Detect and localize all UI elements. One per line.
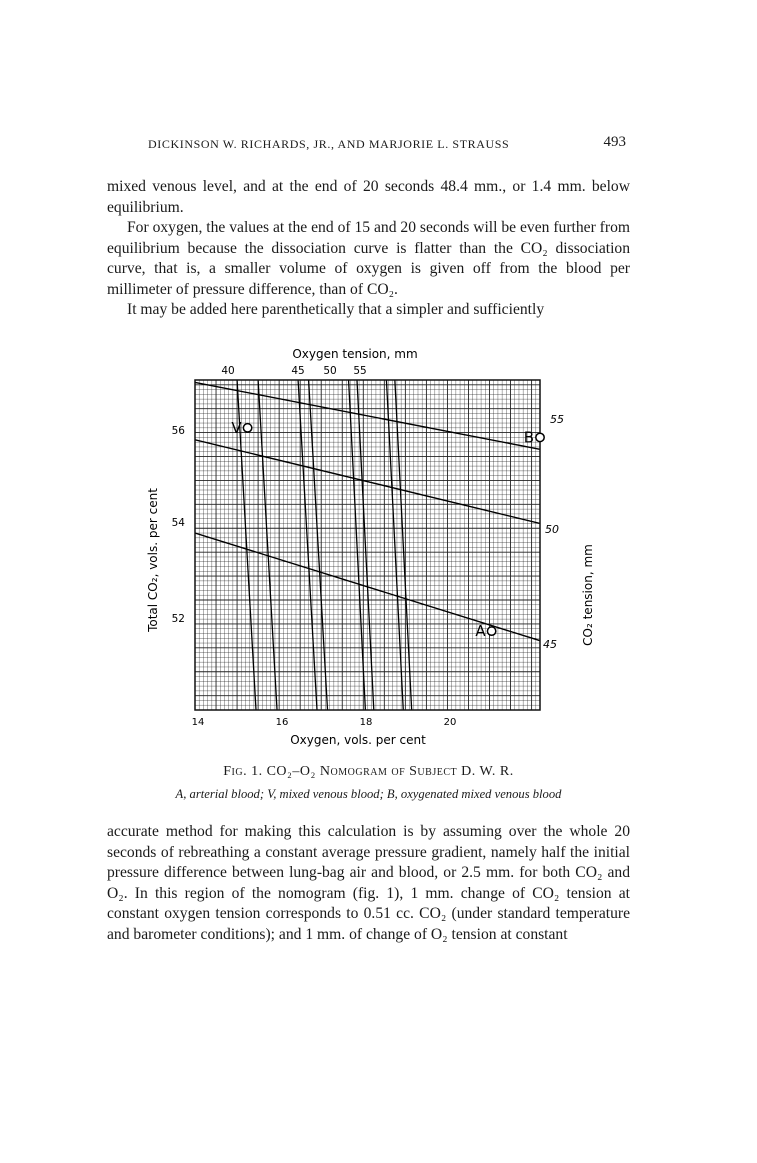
right-tick-50: 50: [545, 523, 559, 536]
page-number: 493: [603, 134, 626, 150]
top-tick-50: 50: [323, 365, 337, 377]
left-tick-54: 54: [171, 517, 185, 529]
point-A-label: A: [475, 622, 486, 641]
o2-isobar-55: [386, 380, 403, 710]
point-V-marker: [243, 424, 251, 432]
point-B-marker: [536, 433, 544, 441]
o2-isobar-50b: [357, 380, 374, 710]
paragraph-2: For oxygen, the values at the end of 15 and 20 seconds will be even further from equilibrium because the dissociation curve is flatter than the CO₂ dissociation curve, that is, a smaller volume of oxygen is given off from the blood per millimeter of pressure difference, than of CO₂.: [107, 219, 630, 298]
o2-isobar-55b: [395, 380, 412, 710]
o2-isobar-45b: [309, 380, 328, 710]
bottom-tick-18: 18: [359, 717, 373, 728]
figure-legend: A, arterial blood; V, mixed venous blood; B, oxygenated mixed venous blood: [175, 787, 562, 801]
bottom-axis-label: Oxygen, vols. per cent: [290, 733, 426, 747]
o2-isobar-45: [298, 380, 317, 710]
paragraph-3: It may be added here parenthetically that a simpler and sufficiently: [127, 301, 545, 318]
right-tick-45: 45: [543, 638, 557, 651]
paragraph-1: mixed venous level, and at the end of 20 seconds 48.4 mm., or 1.4 mm. below equilibrium.: [107, 178, 630, 216]
point-B-label: B: [523, 428, 534, 447]
bottom-tick-14: 14: [191, 717, 205, 728]
top-tick-45: 45: [291, 365, 305, 377]
left-tick-56: 56: [171, 425, 185, 437]
right-tick-55: 55: [550, 413, 564, 426]
bottom-tick-20: 20: [443, 717, 457, 728]
running-head: [148, 134, 626, 152]
point-V-label: V: [231, 418, 242, 437]
top-tick-40: 40: [221, 365, 235, 377]
left-tick-52: 52: [171, 613, 185, 625]
left-axis-label: Total CO₂, vols. per cent: [146, 488, 160, 632]
paragraph-4: accurate method for making this calculation is by assuming over the whole 20 seconds of rebreathing a constant average pressure gradient, namely half the initial pressure difference between lung-bag air and blood, or 2.5 mm. for both CO₂ and O₂. In this region of the nomogram (fig. 1), 1 mm. change of CO₂ tension at constant oxygen tension corresponds to 0.51 cc. CO₂ (under standard temperature and barometer conditions); and 1 mm. of change of O₂ tension at constant: [107, 823, 630, 943]
o2-isobar-40b: [258, 380, 277, 710]
right-axis-label: CO₂ tension, mm: [581, 544, 595, 646]
nomogram-chart: [130, 340, 630, 770]
bottom-tick-16: 16: [275, 717, 289, 728]
figure-caption: Fig. 1. CO₂–O₂ Nomogram of Subject D. W. R.: [223, 764, 514, 779]
top-axis-label: Oxygen tension, mm: [292, 347, 418, 361]
nomogram-figure: [130, 340, 630, 770]
running-head-authors: DICKINSON W. RICHARDS, JR., AND MARJORIE L. STRAUSS: [148, 137, 510, 151]
top-tick-55: 55: [353, 365, 367, 377]
point-A-marker: [487, 627, 495, 635]
